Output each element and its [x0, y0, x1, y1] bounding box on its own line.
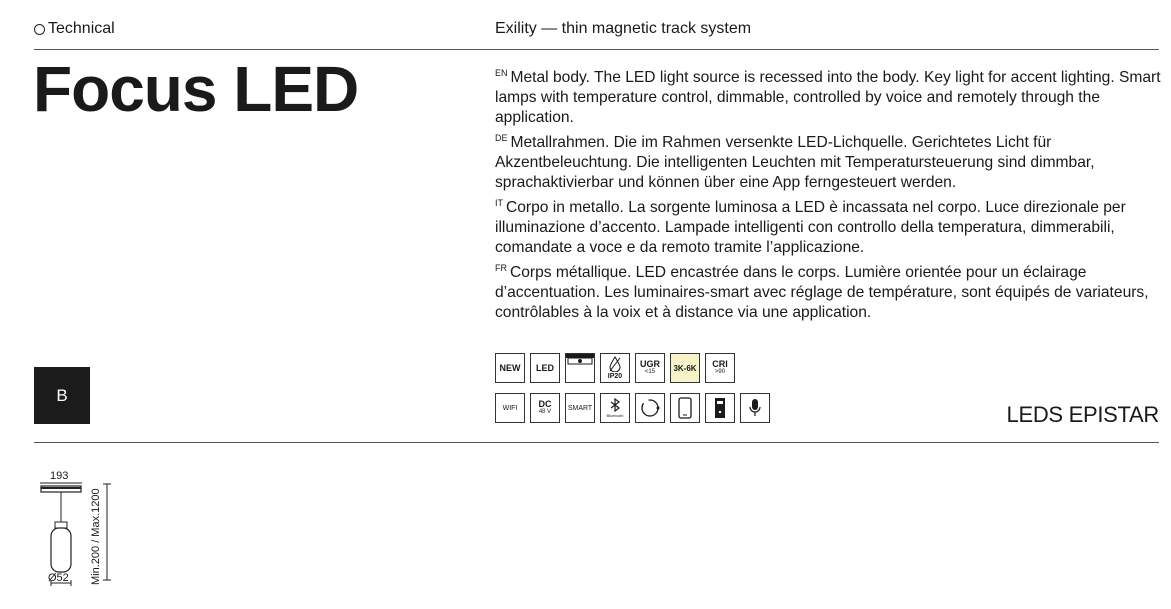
feature-icons-row-2 — [495, 393, 770, 423]
description-block — [495, 63, 1163, 323]
description-it: $^{IT}$ Corpo in metallo. La sorgente luminosa a LED è incassata nel corpo. Luce direzionale per illuminazione d’accento. Lampade intelligenti con controllo della temperatura, dimmerabili, comandate a voce e da remoto tramite l’applicazione. — [495, 198, 1126, 256]
dc-icon: DC 48 V — [530, 393, 560, 423]
cct-icon: 3K-6K — [670, 353, 700, 383]
wifi-icon: WIFI — [495, 393, 525, 423]
smart-icon: SMART — [565, 393, 595, 423]
section-label — [34, 20, 115, 38]
feature-icons-row-1 — [495, 353, 735, 383]
dimmer-icon — [635, 393, 665, 423]
circle-icon — [34, 24, 45, 35]
diameter-dimension: Ø52 — [48, 572, 69, 584]
lamp-drawing — [36, 482, 86, 609]
smartphone-icon — [670, 393, 700, 423]
brand-label: LEDS EPISTAR — [1006, 402, 1159, 427]
bluetooth-icon: Bluetooth — [600, 393, 630, 423]
cri-icon: CRI >90 — [705, 353, 735, 383]
description-en: $^{EN}$ Metal body. The LED light source is recessed into the body. Key light for accent lighting. Smart lamps with temperature control, dimmable, controlled by voice and remotely through the application. — [495, 68, 1161, 126]
remote-control-icon — [705, 393, 735, 423]
led-icon: LED — [530, 353, 560, 383]
ip-rating-icon: IP20 — [600, 353, 630, 383]
ugr-icon: UGR <15 — [635, 353, 665, 383]
product-title: Focus LED — [33, 53, 359, 125]
description-fr: $^{FR}$ Corps métallique. LED encastrée dans le corps. Lumière orientée pour un éclairage d’accentuation. Les luminaires-smart avec réglage de température, sont équipés de variateurs, contrôlables à la voix et à distance via une application. — [495, 263, 1149, 321]
section-label-text: Technical — [48, 20, 115, 37]
description-de: $^{DE}$ Metallrahmen. Die im Rahmen versenkte LED-Lichquelle. Gerichtetes Licht für Akzentbeleuchtung. Die intelligenten Leuchten mit Temperatursteuerung sind dimmbar, sprachaktivierbar und können über eine App ferngesteuert werden. — [495, 133, 1095, 191]
height-dimension — [90, 475, 110, 585]
width-dimension: 193 — [50, 470, 69, 482]
voice-control-icon — [740, 393, 770, 423]
top-divider — [34, 49, 1159, 50]
bluetooth-symbol-icon — [609, 398, 621, 412]
surface-mount-icon — [565, 353, 595, 383]
bottom-divider — [34, 442, 1159, 443]
height-dimension-label: Min.200 / Max.1200 — [90, 488, 102, 585]
drop-icon — [608, 356, 622, 372]
category-badge: B — [34, 367, 90, 424]
page-subtitle: Exility — thin magnetic track system — [495, 20, 752, 37]
new-icon: NEW — [495, 353, 525, 383]
